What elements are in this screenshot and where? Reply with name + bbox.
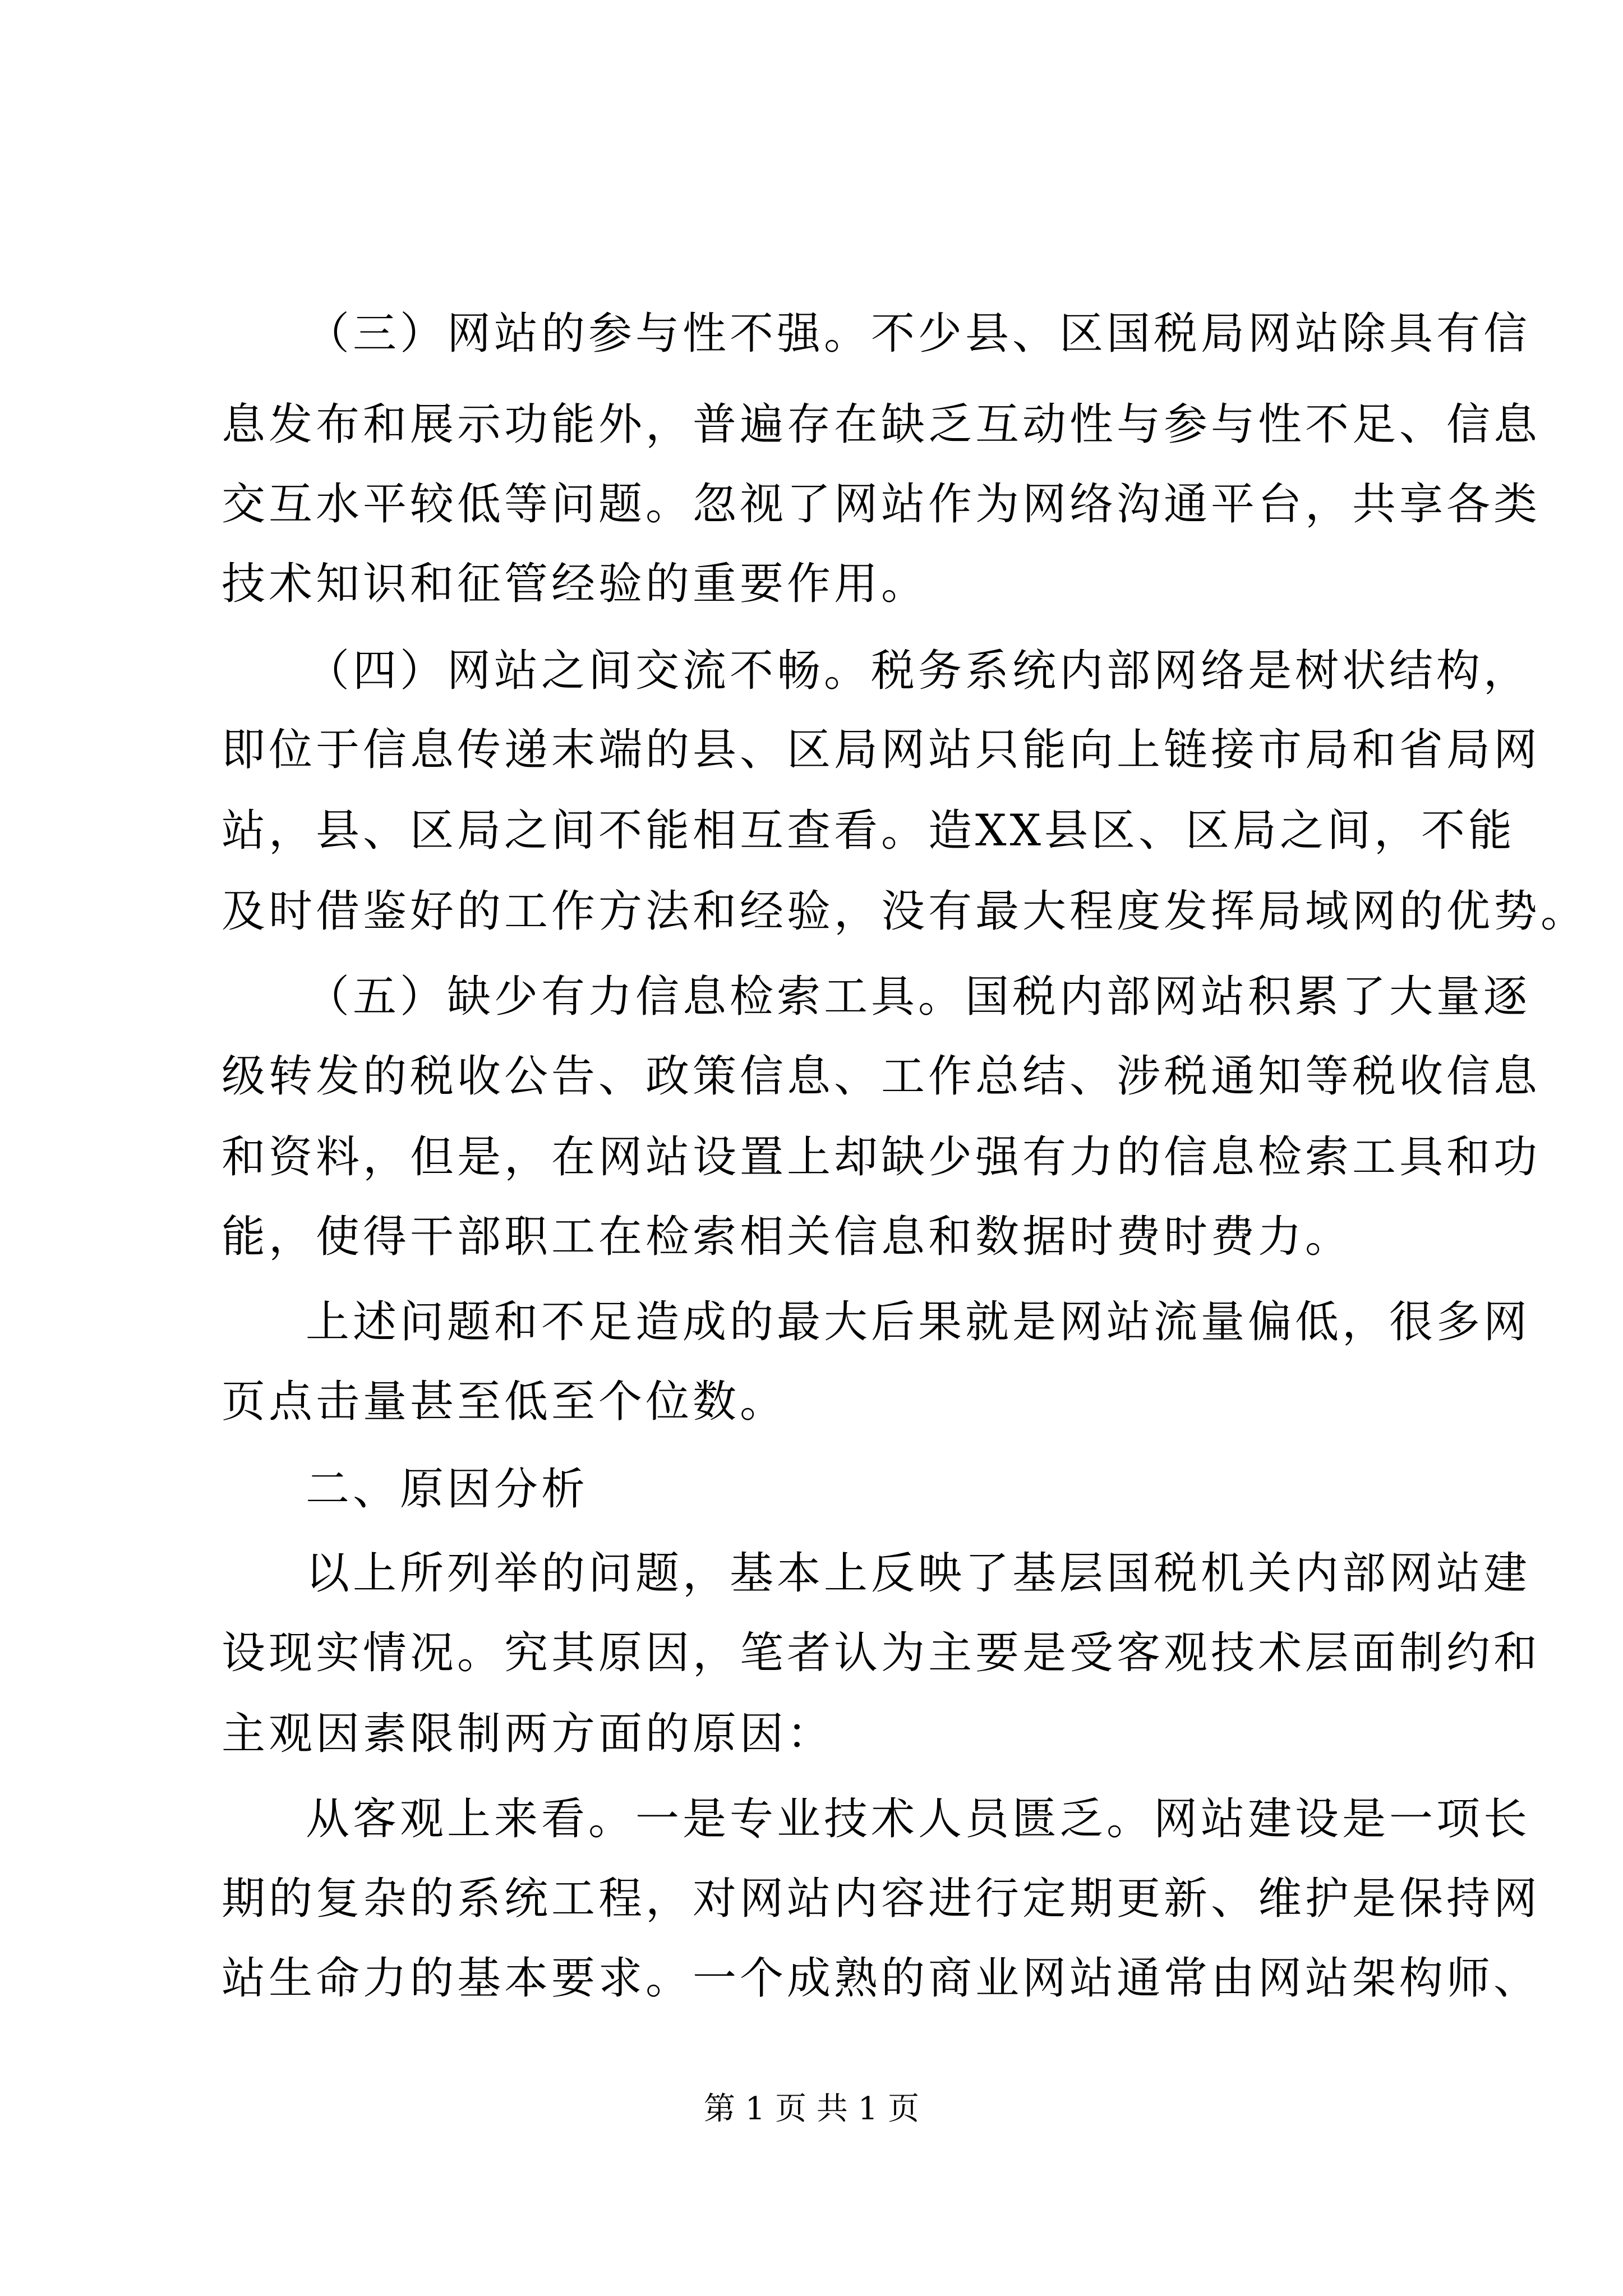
line-text: 即位于信息传递末端的县、区局网站只能向上链接市局和省局网	[222, 725, 1541, 775]
paragraph-line	[0, 1034, 1623, 1119]
line-text: （四）网站之间交流不畅。税务系统内部网络是树状结构，	[306, 646, 1531, 696]
page-footer: 第 1 页 共 1 页	[703, 2091, 920, 2127]
line-text: 页点击量甚至低至个位数。	[222, 1377, 787, 1427]
paragraph-line	[0, 1360, 1623, 1444]
paragraph-line	[0, 1611, 1623, 1695]
paragraph-line	[0, 1936, 1623, 2021]
line-text: （三）网站的参与性不强。不少县、区国税局网站除具有信	[306, 309, 1531, 359]
line-text: 主观因素限制两方面的原因：	[222, 1709, 834, 1759]
line-text: （五）缺少有力信息检索工具。国税内部网站积累了大量逐	[306, 972, 1531, 1022]
paragraph-line	[0, 629, 1623, 713]
paragraph-line	[0, 1692, 1623, 1776]
paragraph-line	[0, 789, 1623, 873]
line-text: 站，县、区局之间不能相互查看。造XX县区、区局之间，不能	[222, 806, 1516, 856]
line-text: 设现实情况。究其原因，笔者认为主要是受客观技术层面制约和	[222, 1628, 1541, 1678]
line-text: 级转发的税收公告、政策信息、工作总结、涉税通知等税收信息	[222, 1051, 1541, 1102]
paragraph-line	[0, 1857, 1623, 1941]
line-text: 站生命力的基本要求。一个成熟的商业网站通常由网站架构师、	[222, 1953, 1541, 2004]
paragraph-line	[0, 462, 1623, 546]
line-text: 及时借鉴好的工作方法和经验，没有最大程度发挥局域网的优势。	[222, 886, 1588, 937]
paragraph-line	[0, 1777, 1623, 1861]
paragraph-line	[0, 1531, 1623, 1616]
line-text: 上述问题和不足造成的最大后果就是网站流量偏低，很多网	[306, 1297, 1531, 1347]
paragraph-line	[0, 383, 1623, 467]
paragraph-line	[0, 869, 1623, 954]
line-text: 能，使得干部职工在检索相关信息和数据时费时费力。	[222, 1212, 1353, 1262]
section-heading	[0, 1447, 1623, 1531]
paragraph-line	[0, 1280, 1623, 1364]
paragraph-line	[0, 955, 1623, 1039]
line-text: 和资料，但是，在网站设置上却缺少强有力的信息检索工具和功	[222, 1132, 1541, 1182]
line-text: 技术知识和征管经验的重要作用。	[222, 559, 929, 609]
paragraph-line	[0, 292, 1623, 376]
line-text: 交互水平较低等问题。忽视了网站作为网络沟通平台，共享各类	[222, 479, 1541, 530]
line-text: 期的复杂的系统工程，对网站内容进行定期更新、维护是保持网	[222, 1874, 1541, 1924]
line-text: 息发布和展示功能外，普遍存在缺乏互动性与参与性不足、信息	[222, 399, 1541, 450]
paragraph-line	[0, 708, 1623, 792]
line-text: 二、原因分析	[306, 1464, 589, 1515]
line-text: 从客观上来看。一是专业技术人员匮乏。网站建设是一项长	[306, 1794, 1531, 1844]
paragraph-line	[0, 542, 1623, 626]
line-text: 以上所列举的问题，基本上反映了基层国税机关内部网站建	[306, 1548, 1531, 1599]
paragraph-line	[0, 1115, 1623, 1199]
paragraph-line	[0, 1195, 1623, 1279]
